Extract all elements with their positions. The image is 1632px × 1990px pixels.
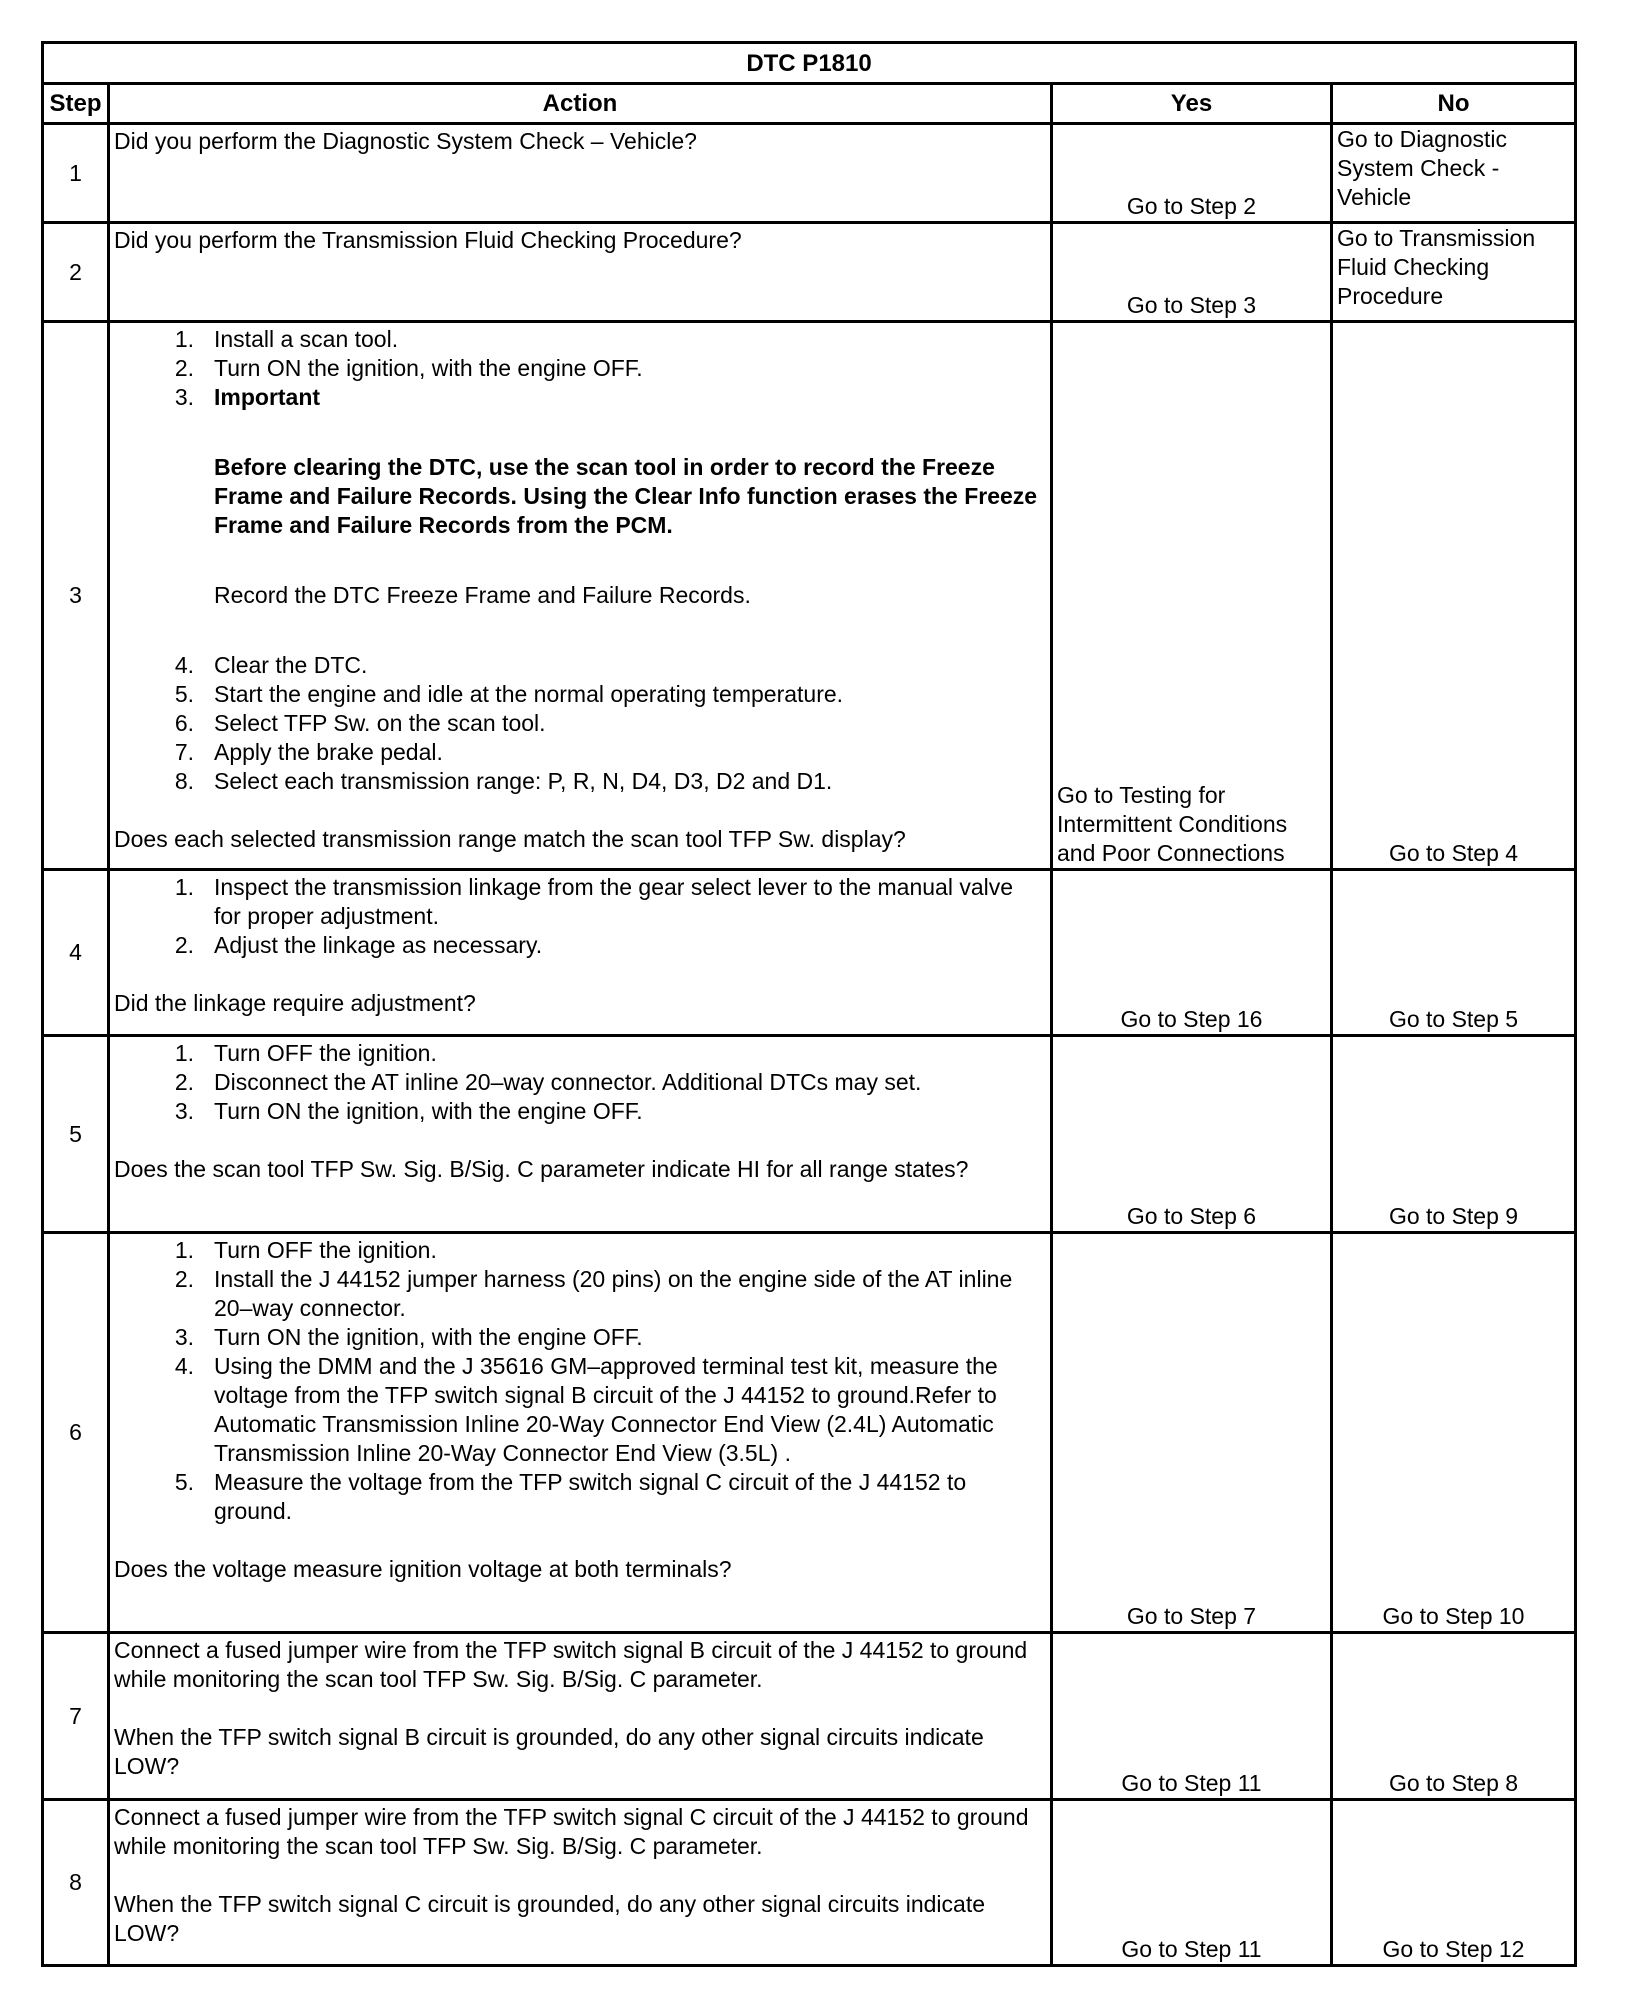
yes-result: Go to Step 11	[1052, 1633, 1332, 1800]
no-result: Go to Transmission Fluid Checking Procedure	[1332, 223, 1576, 322]
header-no: No	[1332, 84, 1576, 124]
table-row	[43, 223, 1576, 322]
instruction-item: 1. Inspect the transmission linkage from the gear select lever to the manual valve for proper adjustment.	[174, 874, 1014, 929]
table-row	[43, 1036, 1576, 1233]
header-action: Action	[109, 84, 1052, 124]
instruction-item: 2. Disconnect the AT inline 20–way connector. Additional DTCs may set.	[174, 1069, 922, 1095]
no-result: Go to Step 5	[1332, 870, 1576, 1036]
instruction-list	[114, 1236, 1046, 1526]
table-row	[43, 124, 1576, 223]
instruction-list	[114, 325, 1046, 412]
table-title-row	[43, 43, 1576, 84]
no-result: Go to Step 9	[1332, 1036, 1576, 1233]
question-text: When the TFP switch signal B circuit is grounded, do any other signal circuits indicate LOW?	[114, 1724, 984, 1779]
step-number: 5	[43, 1036, 109, 1233]
instruction-item: 5. Start the engine and idle at the normal operating temperature.	[174, 681, 844, 707]
no-result: Go to Step 4	[1332, 322, 1576, 870]
header-row	[43, 84, 1576, 124]
no-result: Go to Step 8	[1332, 1633, 1576, 1800]
question-text: Did the linkage require adjustment?	[114, 990, 476, 1016]
action-cell	[109, 1800, 1052, 1966]
instruction-item: 6. Select TFP Sw. on the scan tool.	[174, 710, 546, 736]
no-result: Go to Step 10	[1332, 1233, 1576, 1633]
step-number: 1	[43, 124, 109, 223]
table-row	[43, 870, 1576, 1036]
instruction-list	[114, 1039, 1046, 1126]
yes-result: Go to Testing for Intermittent Conditions and Poor Connections	[1052, 322, 1332, 870]
instruction-item: 2. Install the J 44152 jumper harness (20 pins) on the engine side of the AT inline 20–way connector.	[174, 1266, 1013, 1321]
instruction-list	[114, 651, 1046, 796]
yes-result: Go to Step 7	[1052, 1233, 1332, 1633]
yes-result: Go to Step 11	[1052, 1800, 1332, 1966]
dtc-table	[41, 41, 1577, 1967]
instruction-item: 7. Apply the brake pedal.	[174, 739, 443, 765]
table-row	[43, 1633, 1576, 1800]
record-text: Record the DTC Freeze Frame and Failure Records.	[214, 582, 751, 608]
instruction-item: 1. Turn OFF the ignition.	[174, 1237, 437, 1263]
question-text: When the TFP switch signal C circuit is grounded, do any other signal circuits indicate LOW?	[114, 1891, 986, 1946]
header-step: Step	[43, 84, 109, 124]
yes-result: Go to Step 2	[1052, 124, 1332, 223]
instruction-item: 8. Select each transmission range: P, R, N, D4, D3, D2 and D1.	[174, 768, 833, 794]
instruction-item: 5. Measure the voltage from the TFP switch signal C circuit of the J 44152 to ground.	[174, 1469, 967, 1524]
table-title: DTC P1810	[43, 43, 1576, 84]
action-text: Did you perform the Transmission Fluid Checking Procedure?	[109, 223, 1052, 322]
question-text: Does each selected transmission range match the scan tool TFP Sw. display?	[114, 826, 906, 852]
action-cell	[109, 1233, 1052, 1633]
important-note: Before clearing the DTC, use the scan tool in order to record the Freeze Frame and Failure Records. Using the Clear Info function erases the Freeze Frame and Failure Records from the PCM.	[214, 454, 1038, 538]
table-row	[43, 322, 1576, 870]
instruction-text: Connect a fused jumper wire from the TFP switch signal C circuit of the J 44152 to ground while monitoring the scan tool TFP Sw. Sig. B/Sig. C parameter.	[114, 1804, 1029, 1859]
yes-result: Go to Step 16	[1052, 870, 1332, 1036]
instruction-list	[114, 873, 1046, 960]
instruction-item: 4. Using the DMM and the J 35616 GM–approved terminal test kit, measure the voltage from the TFP switch signal B circuit of the J 44152 to ground.Refer to Automatic Transmission Inline 20-Way Connector End View (2.4L) Automatic Transmission Inline 20-Way Connector End View (3.5L) .	[174, 1353, 998, 1466]
no-result: Go to Diagnostic System Check - Vehicle	[1332, 124, 1576, 223]
instruction-item: 3. Turn ON the ignition, with the engine OFF.	[174, 1098, 643, 1124]
action-cell	[109, 870, 1052, 1036]
step-number: 8	[43, 1800, 109, 1966]
instruction-item: 1. Install a scan tool.	[174, 326, 399, 352]
instruction-item: 2. Turn ON the ignition, with the engine OFF.	[174, 355, 643, 381]
instruction-item: 1. Turn OFF the ignition.	[174, 1040, 437, 1066]
yes-result: Go to Step 3	[1052, 223, 1332, 322]
instruction-text: Connect a fused jumper wire from the TFP switch signal B circuit of the J 44152 to ground while monitoring the scan tool TFP Sw. Sig. B/Sig. C parameter.	[114, 1637, 1028, 1692]
action-cell	[109, 1633, 1052, 1800]
step-number: 6	[43, 1233, 109, 1633]
step-number: 4	[43, 870, 109, 1036]
instruction-item: 2. Adjust the linkage as necessary.	[174, 932, 543, 958]
action-text: Did you perform the Diagnostic System Check – Vehicle?	[109, 124, 1052, 223]
yes-result: Go to Step 6	[1052, 1036, 1332, 1233]
action-cell	[109, 1036, 1052, 1233]
instruction-item: 3. Turn ON the ignition, with the engine OFF.	[174, 1324, 643, 1350]
question-text: Does the voltage measure ignition voltage at both terminals?	[114, 1556, 732, 1582]
no-result: Go to Step 12	[1332, 1800, 1576, 1966]
table-row	[43, 1233, 1576, 1633]
step-number: 3	[43, 322, 109, 870]
table-row	[43, 1800, 1576, 1966]
step-number: 2	[43, 223, 109, 322]
question-text: Does the scan tool TFP Sw. Sig. B/Sig. C parameter indicate HI for all range states?	[114, 1156, 969, 1182]
instruction-item: 3. Important	[174, 384, 321, 410]
action-cell	[109, 322, 1052, 870]
header-yes: Yes	[1052, 84, 1332, 124]
instruction-item: 4. Clear the DTC.	[174, 652, 368, 678]
step-number: 7	[43, 1633, 109, 1800]
